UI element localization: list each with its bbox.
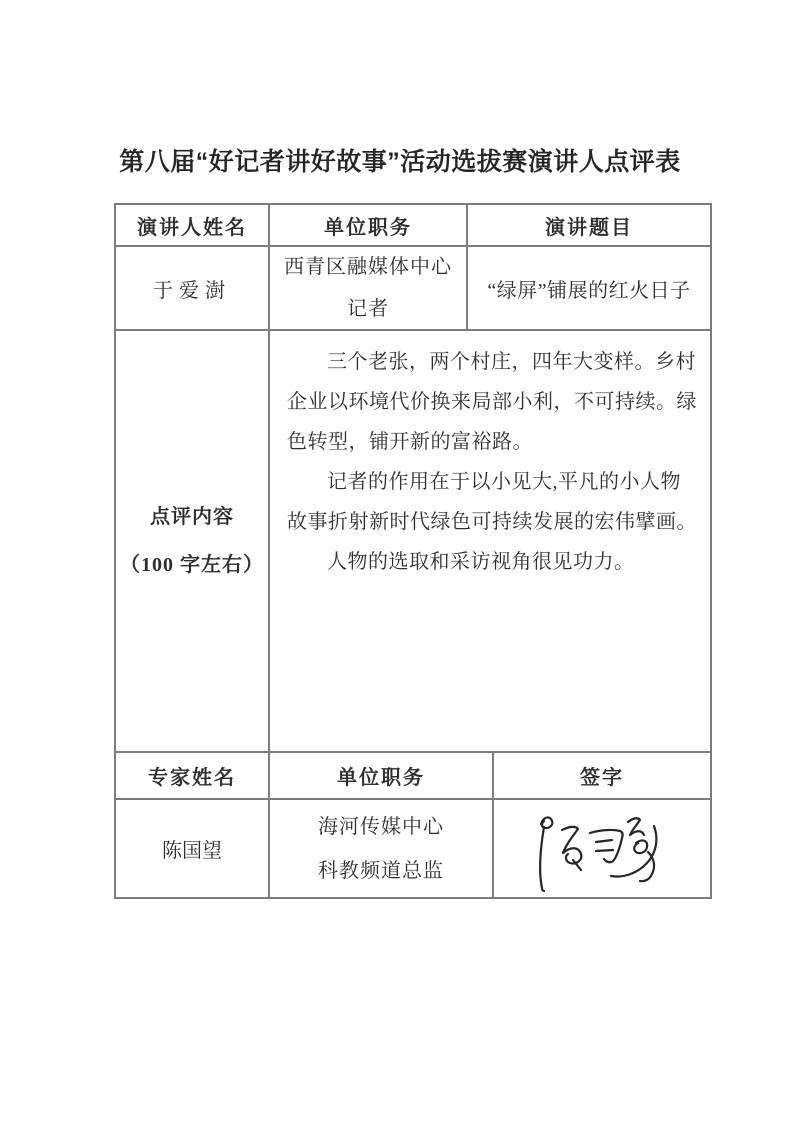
header-speaker-name: 演讲人姓名 — [116, 205, 270, 245]
header-speaker-unit: 单位职务 — [270, 205, 468, 245]
speech-topic-cell: “绿屏”铺展的红火日子 — [487, 279, 691, 302]
comment-line: 三个老张，两个村庄，四年大变样。乡村 — [327, 351, 696, 373]
comment-row — [116, 331, 710, 753]
speaker-row — [116, 247, 710, 331]
speaker-unit-line: 记者 — [347, 298, 389, 320]
expert-unit-line: 海河传媒中心 — [318, 815, 444, 838]
expert-name-cell: 陈国望 — [116, 800, 270, 897]
comment-line: 人物的选取和采访视角很见功力。 — [327, 551, 635, 573]
header-signature: 签字 — [580, 767, 624, 789]
expert-row — [116, 800, 710, 897]
comment-label-cell — [116, 331, 270, 751]
evaluation-table — [114, 203, 712, 899]
handwritten-signature-icon — [496, 800, 712, 897]
header-expert-unit: 单位职务 — [270, 753, 494, 798]
header-expert-name: 专家姓名 — [116, 753, 270, 798]
comment-line: 故事折射新时代绿色可持续发展的宏伟擘画。 — [287, 511, 697, 533]
comment-line: 企业以环境代价换来局部小利，不可持续。绿 — [287, 391, 697, 413]
expert-header-row — [116, 753, 710, 800]
speaker-unit-cell — [270, 247, 468, 329]
expert-unit-line: 科教频道总监 — [318, 859, 444, 882]
expert-unit-cell — [270, 800, 494, 897]
signature-cell — [494, 800, 710, 897]
header-speech-topic: 演讲题目 — [545, 216, 633, 239]
comment-lines — [287, 342, 710, 582]
comment-content-cell — [270, 331, 710, 751]
speaker-header-row — [116, 205, 710, 247]
speaker-unit-line: 西青区融媒体中心 — [284, 256, 452, 278]
comment-line: 色转型，铺开新的富裕路。 — [287, 431, 533, 453]
comment-label-line: 点评内容 — [150, 506, 234, 528]
form-title: 第八届“好记者讲好故事”活动选拔赛演讲人点评表 — [119, 148, 681, 176]
comment-label-line: （100 字左右） — [120, 554, 264, 576]
comment-line: 记者的作用在于以小见大,平凡的小人物 — [327, 471, 681, 493]
speaker-name-cell: 于爱澍 — [116, 247, 270, 329]
